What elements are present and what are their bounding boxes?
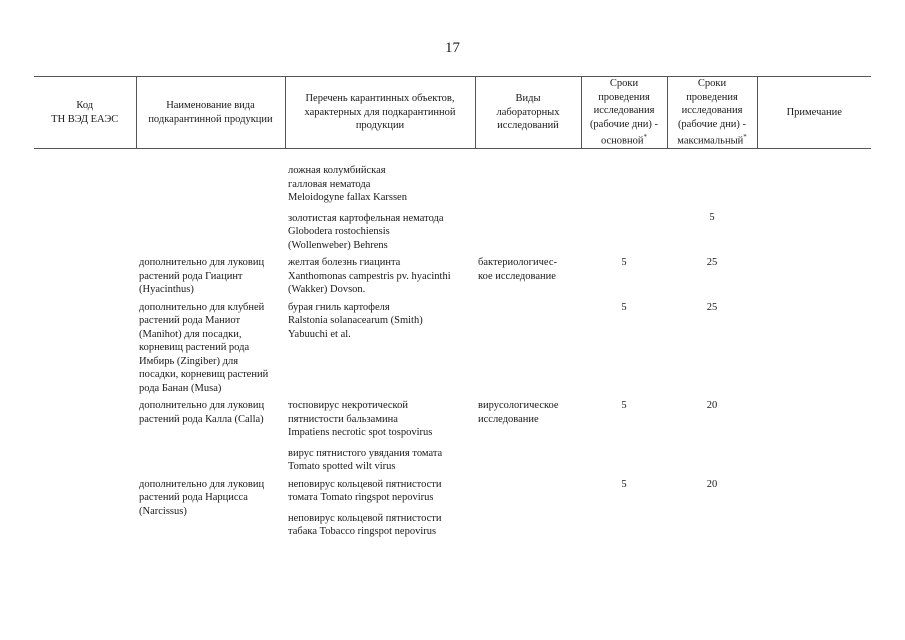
cell-term-max: 20 xyxy=(706,400,718,411)
cell-term-main: 5 xyxy=(621,301,627,313)
cell-objects xyxy=(285,399,475,474)
cell-note xyxy=(757,478,871,539)
cell-research xyxy=(475,164,581,252)
header-tnved-code: Код ТН ВЭД ЕАЭС xyxy=(34,77,136,149)
quarantine-object: желтая болезнь гиацинта Xanthomonas campestris pv. hyacinthi (Wakker) Dovson. xyxy=(288,257,451,295)
cell-term-max: 25 xyxy=(706,257,718,268)
footnote-asterisk: * xyxy=(643,133,647,141)
cell-objects xyxy=(285,256,475,297)
cell-product xyxy=(136,164,285,252)
cell-note xyxy=(757,164,871,252)
footnote-asterisk: * xyxy=(743,133,747,141)
cell-note xyxy=(757,301,871,396)
cell-term-max: 5 xyxy=(709,211,715,223)
quarantine-object: ложная колумбийская галловая нематода Meloidogyne fallax Karssen xyxy=(288,165,407,203)
cell-code xyxy=(34,478,136,539)
cell-product: дополнительно для клубней растений рода Маниот (Manihot) для посадки, корневищ растений рода Имбирь (Zingiber) для посадки, корневищ растений рода Банан (Musa) xyxy=(139,301,269,394)
header-note: Примечание xyxy=(757,77,871,149)
cell-term-main xyxy=(581,164,667,252)
cell-term-main: 5 xyxy=(621,257,627,268)
table-row xyxy=(34,164,871,252)
cell-note xyxy=(757,256,871,297)
cell-product: дополнительно для луковиц растений рода Гиацинт (Hyacinthus) xyxy=(139,257,265,295)
table-row xyxy=(34,301,871,396)
cell-code xyxy=(34,164,136,252)
cell-code xyxy=(34,399,136,474)
header-quarantine-objects: Перечень карантинных объектов, характерных для подкарантинной продукции xyxy=(285,77,475,149)
table-row xyxy=(34,256,871,297)
quarantine-object: бурая гниль картофеля Ralstonia solanacearum (Smith) Yabuuchi et al. xyxy=(288,301,423,340)
table-header-row xyxy=(34,77,871,149)
quarantine-research-table xyxy=(34,76,871,543)
header-term-main: Сроки проведения исследования (рабочие дни) - основной* xyxy=(581,77,667,149)
cell-term-main: 5 xyxy=(621,478,627,490)
cell-product: дополнительно для луковиц растений рода Калла (Calla) xyxy=(139,400,265,425)
cell-objects xyxy=(285,301,475,396)
quarantine-object: тосповирус некротической пятнистости бальзамина Impatiens necrotic spot tospovirus xyxy=(288,400,433,438)
quarantine-object: неповирус кольцевой пятнистости томата Tomato ringspot nepovirus xyxy=(288,478,442,503)
cell-objects xyxy=(285,164,475,252)
quarantine-object: неповирус кольцевой пятнистости табака Tobacco ringspot nepovirus xyxy=(288,512,442,537)
quarantine-object: вирус пятнистого увядания томата Tomato spotted wilt virus xyxy=(288,447,443,472)
quarantine-object: золотистая картофельная нематода Globodera rostochiensis (Wollenweber) Behrens xyxy=(288,212,444,251)
header-product-name: Наименование вида подкарантинной продукции xyxy=(136,77,285,149)
header-lab-research-types: Виды лабораторных исследований xyxy=(475,77,581,149)
cell-research xyxy=(475,301,581,396)
header-term-max: Сроки проведения исследования (рабочие дни) - максимальный* xyxy=(667,77,757,149)
table-row xyxy=(34,399,871,474)
cell-term-max: 25 xyxy=(706,301,718,313)
page-number: 17 xyxy=(445,40,460,56)
cell-code xyxy=(34,301,136,396)
table-row xyxy=(34,478,871,539)
cell-objects xyxy=(285,478,475,539)
cell-research: вирусологическое исследование xyxy=(478,400,559,425)
cell-code xyxy=(34,256,136,297)
cell-term-max: 20 xyxy=(706,478,718,490)
cell-product: дополнительно для луковиц растений рода Нарцисса (Narcissus) xyxy=(139,478,265,517)
cell-note xyxy=(757,399,871,474)
cell-term-main: 5 xyxy=(621,400,627,411)
cell-research xyxy=(475,478,581,539)
cell-research: бактериологичес- кое исследование xyxy=(478,257,557,282)
